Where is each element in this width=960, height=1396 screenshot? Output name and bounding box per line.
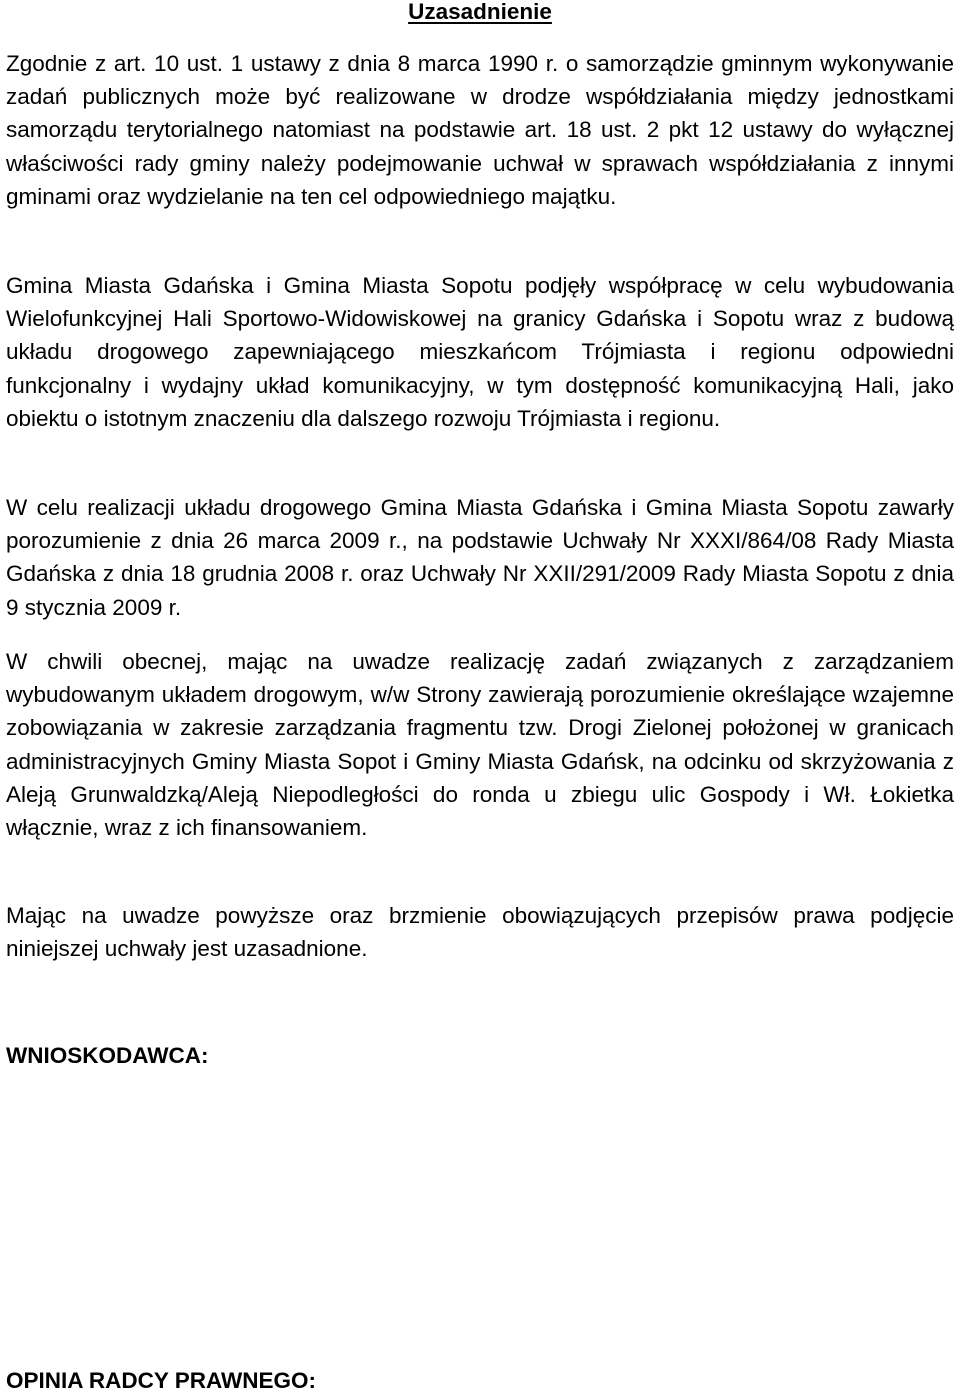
paragraph-cooperation: Gmina Miasta Gdańska i Gmina Miasta Sopotu podjęły współpracę w celu wybudowania Wielofunkcyjnej Hali Sportowo-Widowiskowej na granicy Gdańska i Sopotu wraz z budową układu drogowego zapewniającego mieszkańcom Trójmiasta i regionu odpowiedni funkcjonalny i wydajny układ komunikacyjny, w tym dostępność komunikacyjną Hali, jako obiektu o istotnym znaczeniu dla dalszego rozwoju Trójmiasta i regionu. [6, 273, 954, 431]
legal-opinion-label: OPINIA RADCY PRAWNEGO: [6, 1368, 317, 1393]
paragraph-conclusion: Mając na uwadze powyższe oraz brzmienie obowiązujących przepisów prawa podjęcie niniejszej uchwały jest uzasadnione. [6, 903, 954, 962]
document-title: Uzasadnienie [408, 0, 552, 24]
applicant-label: WNIOSKODAWCA: [6, 1043, 209, 1068]
paragraph-legal-basis: Zgodnie z art. 10 ust. 1 ustawy z dnia 8 marca 1990 r. o samorządzie gminnym wykonywanie zadań publicznych może być realizowane w drodze współdziałania między jednostkami samorządu terytorialnego natomiast na podstawie art. 18 ust. 2 pkt 12 ustawy do wyłącznej właściwości rady gminy należy podejmowanie uchwał w sprawach współdziałania z innymi gminami oraz wydzielanie na ten cel odpowiedniego majątku. [6, 51, 954, 209]
paragraph-agreement: W celu realizacji układu drogowego Gmina Miasta Gdańska i Gmina Miasta Sopotu zawarły porozumienie z dnia 26 marca 2009 r., na podstawie Uchwały Nr XXXI/864/08 Rady Miasta Gdańska z dnia 18 grudnia 2008 r. oraz Uchwały Nr XXII/291/2009 Rady Miasta Sopotu z dnia 9 stycznia 2009 r. [6, 495, 954, 620]
paragraph-current-agreement: W chwili obecnej, mając na uwadze realizację zadań związanych z zarządzaniem wybudowanym układem drogowym, w/w Strony zawierają porozumienie określające wzajemne zobowiązania w zakresie zarządzania fragmentu tzw. Drogi Zielonej położonej w granicach administracyjnych Gminy Miasta Sopot i Gminy Miasta Gdańsk, na odcinku od skrzyżowania z Aleją Grunwaldzką/Aleją Niepodległości do ronda u zbiegu ulic Gospody i Wł. Łokietka włącznie, wraz z ich finansowaniem. [6, 649, 954, 841]
